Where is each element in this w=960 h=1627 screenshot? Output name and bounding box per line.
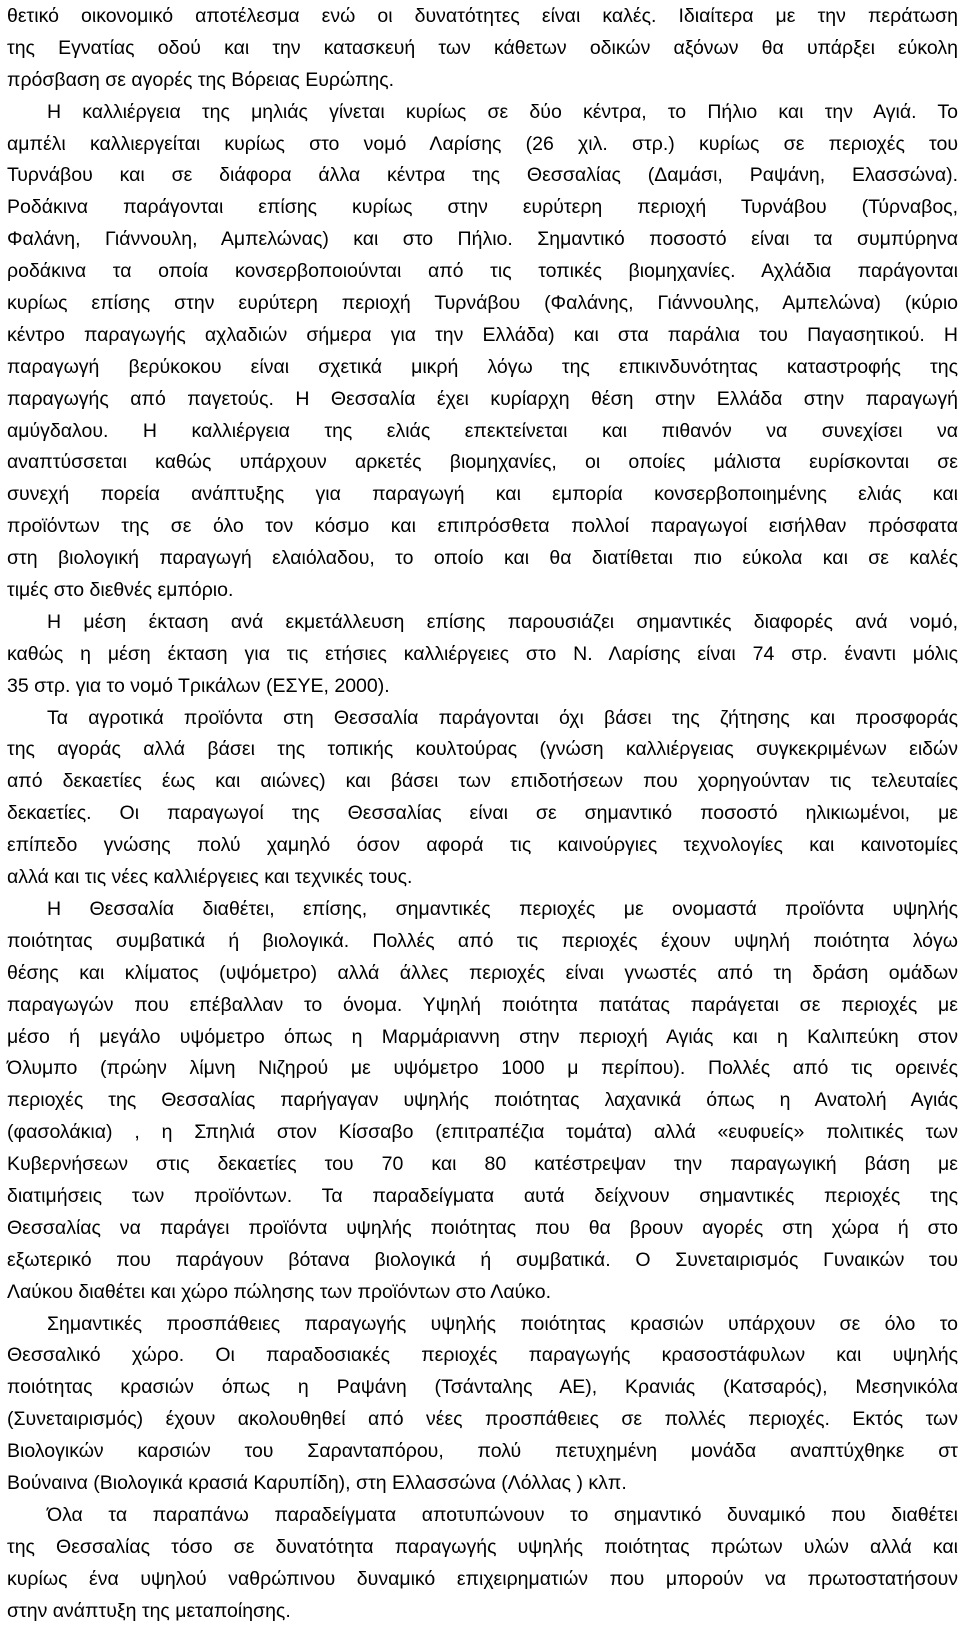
text-line: ροδάκινα τα οποία κονσερβοποιούνται από τις τοπικές βιομηχανίες. Αχλάδια παράγονται — [7, 260, 958, 283]
text-line: ποιότητας συμβατικά ή βιολογικά. Πολλές από τις περιοχές έχουν υψηλή ποιότητα λόγω — [7, 929, 958, 952]
text-line: Φαλάνη, Γιάννουλη, Αμπελώνας) και στο Πήλιο. Σημαντικό ποσοστό είναι τα συμπύρηνα — [7, 228, 958, 251]
text-line: διατιμήσεις των προϊόντων. Τα παραδείγματα αυτά δείχνουν σημαντικές περιοχές της — [7, 1184, 958, 1207]
text-line: αμύγδαλου. Η καλλιέργεια της ελιάς επεκτείνεται και πιθανόν να συνεχίσει να — [7, 419, 958, 442]
text-line: εξωτερικό που παράγουν βότανα βιολογικά ή συμβατικά. Ο Συνεταιρισμός Γυναικών του — [7, 1248, 958, 1271]
text-line: προϊόντων της σε όλο τον κόσμο και επιπρόσθετα πολλοί παραγωγοί εισήλθαν πρόσφατα — [7, 515, 958, 538]
text-line: συνεχή πορεία ανάπτυξης για παραγωγή και εμπορία κονσερβοποιημένης ελιάς και — [7, 483, 958, 506]
text-line: καθώς η μέση έκταση για τις ετήσιες καλλιέργειες στο Ν. Λαρίσης είναι 74 στρ. έναντι μόλις — [7, 642, 958, 665]
text-line: 35 στρ. για το νομό Τρικάλων (ΕΣΥΕ, 2000). — [7, 674, 390, 697]
text-line: κυρίως ένα υψηλού ναθρώπινου δυναμικό επιχειρηματιών που μπορούν να πρωτοστατήσουν — [7, 1567, 958, 1590]
text-line: κέντρο παραγωγής αχλαδιών σήμερα για την Ελλάδα) και στα παράλια του Παγασητικού. Η — [7, 323, 958, 346]
text-line: Βούναινα (Βιολογικά κρασιά Καρυπίδη), στη Ελλασσώνα (Λόλλας ) κλπ. — [7, 1471, 627, 1494]
text-line: Θεσσαλικό χώρο. Οι παραδοσιακές περιοχές παραγωγής κρασοστάφυλων και υψηλής — [7, 1344, 958, 1367]
text-line: μέσο ή μεγάλο υψόμετρο όπως η Μαρμάριαννη στην περιοχή Αγιάς και η Καλιπεύκη στον — [7, 1025, 958, 1048]
text-line: της αγοράς αλλά βάσει της τοπικής κουλτούρας (γνώση καλλιέργειας συγκεκριμένων ειδών — [7, 738, 958, 761]
text-line: της Θεσσαλίας τόσο σε δυνατότητα παραγωγής υψηλής ποιότητας πρώτων υλών αλλά και — [7, 1535, 958, 1558]
text-line: Κυβερνήσεων στις δεκαετίες του 70 και 80 κατέστρεψαν την παραγωγική βάση με — [7, 1153, 958, 1176]
text-line: (φασολάκια) , η Σπηλιά στον Κίσσαβο (επιτραπέζια τομάτα) αλλά «ευφυείς» πολιτικές των — [7, 1121, 958, 1144]
text-line: αμπέλι καλλιεργείται κυρίως στο νομό Λαρίσης (26 χιλ. στρ.) κυρίως σε περιοχές του — [7, 132, 958, 155]
text-line: στην ανάπτυξη της μεταποίησης. — [7, 1599, 291, 1622]
text-line: στη βιολογική παραγωγή ελαιόλαδου, το οποίο και θα διατίθεται πιο εύκολα και σε καλές — [7, 547, 958, 570]
text-line: Βιολογικών καρσιών του Σαρανταπόρου, πολύ πετυχημένη μονάδα αναπτύχθηκε στ — [7, 1440, 958, 1463]
text-line: Σημαντικές προσπάθειες παραγωγής υψηλής ποιότητας κρασιών υπάρχουν σε όλο το — [47, 1312, 958, 1335]
text-line: πρόσβαση σε αγορές της Βόρειας Ευρώπης. — [7, 68, 395, 91]
text-line: αλλά και τις νέες καλλιέργειες και τεχνικές τους. — [7, 866, 413, 889]
text-line: Η μέση έκταση ανά εκμετάλλευση επίσης παρουσιάζει σημαντικές διαφορές ανά νομό, — [47, 610, 958, 633]
text-line: (Συνεταιρισμός) έχουν ακολουθηθεί από νέες προσπάθειες σε πολλές περιοχές. Εκτός των — [7, 1408, 958, 1431]
text-line: αναπτύσσεται καθώς υπάρχουν αρκετές βιομηχανίες, οι οποίες μάλιστα ευρίσκονται σε — [7, 451, 958, 474]
text-line: της Εγνατίας οδού και την κατασκευή των κάθετων οδικών αξόνων θα υπάρξει εύκολη — [7, 36, 958, 59]
text-line: θετικό οικονομικό αποτέλεσμα ενώ οι δυνατότητες είναι καλές. Ιδιαίτερα με την περάτωση — [7, 5, 958, 27]
text-line: από δεκαετίες έως και αιώνες) και βάσει των επιδοτήσεων που χορηγούνταν τις τελευταίες — [7, 770, 958, 793]
text-line: Θεσσαλίας να παράγει προϊόντα υψηλής ποιότητας που θα βρουν αγορές στη χώρα ή στο — [7, 1216, 958, 1239]
text-line: Όλα τα παραπάνω παραδείγματα αποτυπώνουν το σημαντικό δυναμικό που διαθέτει — [47, 1503, 958, 1526]
text-line: δεκαετίες. Οι παραγωγοί της Θεσσαλίας είναι σε σημαντικό ποσοστό ηλικιωμένοι, με — [7, 802, 958, 825]
text-line: παραγωγής από παγετούς. Η Θεσσαλία έχει κυρίαρχη θέση στην Ελλάδα στην παραγωγή — [7, 387, 958, 410]
text-line: Λαύκου διαθέτει και χώρο πώλησης των προϊόντων στο Λαύκο. — [7, 1280, 552, 1303]
text-line: θέσης και κλίματος (υψόμετρο) αλλά άλλες περιοχές είναι γνωστές από τη δράση ομάδων — [7, 961, 958, 984]
text-line: περιοχές της Θεσσαλίας παρήγαγαν υψηλής ποιότητας λαχανικά όπως η Ανατολή Αγιάς — [7, 1089, 958, 1112]
text-line: Ροδάκινα παράγονται επίσης κυρίως στην ευρύτερη περιοχή Τυρνάβου (Τύρναβος, — [7, 196, 958, 219]
text-line: παραγωγή βερύκοκου είναι σχετικά μικρή λόγω της επικινδυνότητας καταστροφής της — [7, 355, 958, 378]
text-line: επίπεδο γνώσης πολύ χαμηλό όσον αφορά τις καινούργιες τεχνολογίες και καινοτομίες — [7, 834, 958, 857]
text-line: Τυρνάβου και σε διάφορα άλλα κέντρα της Θεσσαλίας (Δαμάσι, Ραψάνη, Ελασσώνα). — [7, 164, 958, 187]
text-line: Όλυμπο (πρώην λίμνη Νιζηρού με υψόμετρο 1000 μ περίπου). Πολλές από τις ορεινές — [7, 1057, 958, 1080]
text-line: Τα αγροτικά προϊόντα στη Θεσσαλία παράγονται όχι βάσει της ζήτησης και προσφοράς — [47, 706, 958, 729]
text-line: Η καλλιέργεια της μηλιάς γίνεται κυρίως σε δύο κέντρα, το Πήλιο και την Αγιά. Το — [47, 100, 958, 123]
text-line: τιμές στο διεθνές εμπόριο. — [7, 579, 234, 602]
text-line: ποιότητας κρασιών όπως η Ραψάνη (Τσάνταλης ΑΕ), Κρανιάς (Κατσαρός), Μεσηνικόλα — [7, 1376, 958, 1399]
text-line: κυρίως επίσης στην ευρύτερη περιοχή Τυρνάβου (Φαλάνης, Γιάννουλης, Αμπελώνα) (κύριο — [7, 292, 958, 315]
text-line: παραγωγών που επέβαλλαν το όνομα. Υψηλή ποιότητα πατάτας παράγεται σε περιοχές με — [7, 993, 958, 1016]
text-line: Η Θεσσαλία διαθέτει, επίσης, σημαντικές περιοχές με ονομαστά προϊόντα υψηλής — [47, 897, 958, 920]
